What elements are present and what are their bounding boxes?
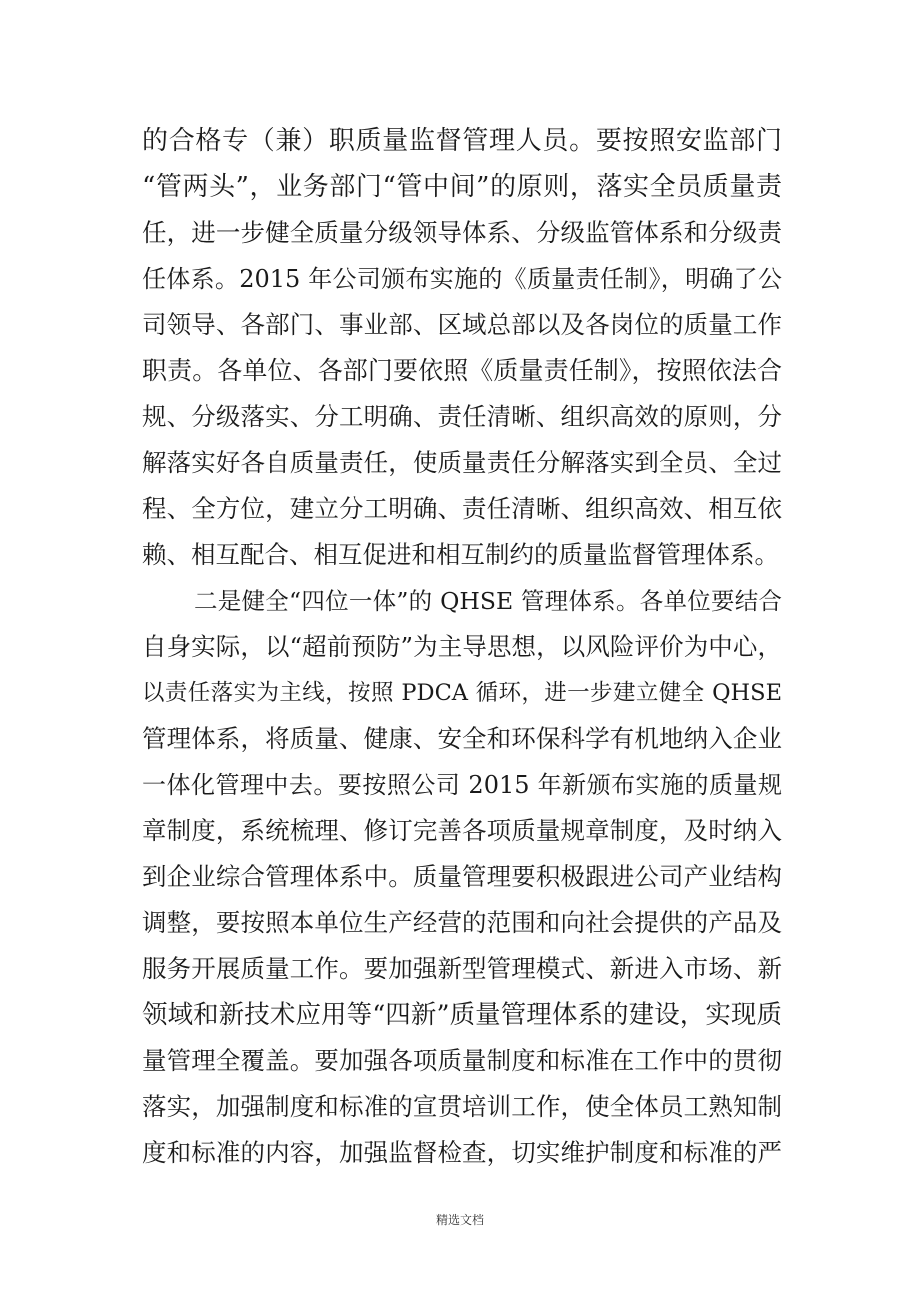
text-line: 赖、相互配合、相互促进和相互制约的质量监督管理体系。 [142, 540, 779, 569]
text-line: 量管理全覆盖。要加强各项质量制度和标准在工作中的贯彻 [142, 1046, 782, 1075]
text-line: 解落实好各自质量责任，使质量责任分解落实到全员、全过 [142, 448, 782, 477]
text-line: “管两头”，业务部门“管中间”的原则，落实全员质量责 [142, 172, 782, 202]
text-line: 规、分级落实、分工明确、责任清晰、组织高效的原则，分 [142, 402, 782, 431]
text-line: 章制度，系统梳理、修订完善各项质量规章制度，及时纳入 [142, 816, 782, 845]
text-line: 服务开展质量工作。要加强新型管理模式、新进入市场、新 [142, 954, 782, 983]
text-line: 管理体系，将质量、健康、安全和环保科学有机地纳入企业 [142, 724, 782, 753]
text-line: 任体系。2015 年公司颁布实施的《质量责任制》，明确了公 [142, 265, 782, 293]
text-line: 调整，要按照本单位生产经营的范围和向社会提供的产品及 [142, 908, 782, 937]
text-line: 任，进一步健全质量分级领导体系、分级监管体系和分级责 [142, 218, 782, 247]
paragraph-first-line: 二是健全“四位一体”的 QHSE 管理体系。各单位要结合 [194, 587, 782, 615]
page-footer: 精选文档 [435, 1213, 484, 1227]
text-line: 程、全方位，建立分工明确、责任清晰、组织高效、相互依 [142, 494, 782, 523]
body-text [142, 118, 782, 1176]
text-line: 到企业综合管理体系中。质量管理要积极跟进公司产业结构 [142, 862, 782, 891]
text-line: 司领导、各部门、事业部、区域总部以及各岗位的质量工作 [142, 310, 782, 339]
text-line: 的合格专（兼）职质量监督管理人员。要按照安监部门 [142, 126, 782, 156]
text-line: 度和标准的内容，加强监督检查，切实维护制度和标准的严 [142, 1138, 782, 1167]
text-line: 领域和新技术应用等“四新”质量管理体系的建设，实现质 [142, 1000, 782, 1030]
text-line: 一体化管理中去。要按照公司 2015 年新颁布实施的质量规 [142, 771, 782, 799]
text-line: 自身实际，以“超前预防”为主导思想，以风险评价为中心， [142, 632, 782, 661]
text-line: 以责任落实为主线，按照 PDCA 循环，进一步建立健全 QHSE [142, 680, 782, 706]
text-line: 职责。各单位、各部门要依照《质量责任制》，按照依法合 [142, 356, 782, 385]
text-line: 落实，加强制度和标准的宣贯培训工作，使全体员工熟知制 [142, 1092, 782, 1121]
